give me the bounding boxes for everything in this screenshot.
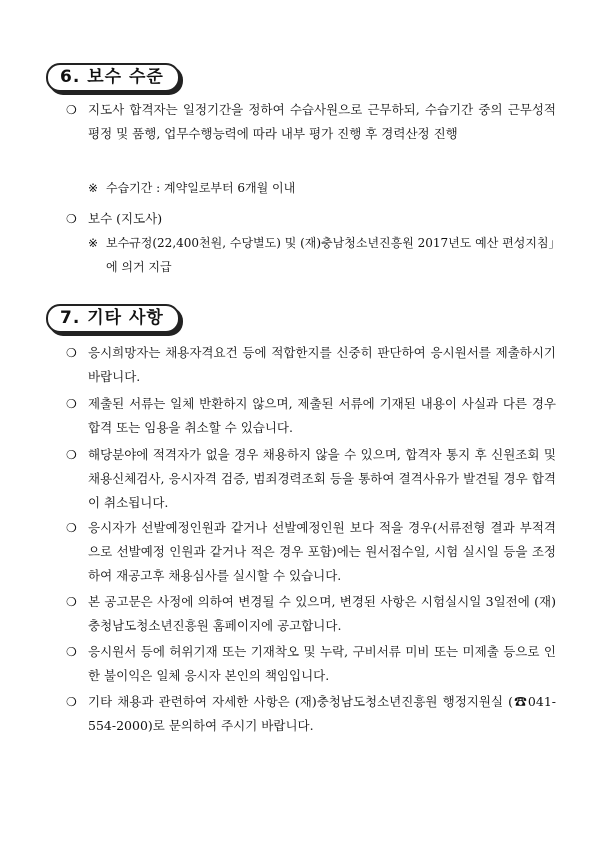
circle-bullet-icon: ❍: [66, 397, 77, 411]
item-text: 응시원서 등에 허위기재 또는 기재착오 및 누락, 구비서류 미비 또는 미제출 등으로 인한 불이익은 일체 응시자 본인의 책임입니다.: [88, 644, 556, 683]
item-text: 본 공고문은 사정에 의하여 변경될 수 있으며, 변경된 사항은 시험실시일 3일전에 (재)충청남도청소년진흥원 홈페이지에 공고합니다.: [88, 594, 556, 633]
circle-bullet-icon: ❍: [66, 695, 77, 709]
circle-bullet-icon: ❍: [66, 595, 77, 609]
circle-bullet-icon: ❍: [66, 448, 77, 462]
section-6-note-1: [88, 176, 558, 200]
item-text: 기타 채용과 관련하여 자세한 사항은 (재)충청남도청소년진흥원 행정지원실 (☎041-554-2000)로 문의하여 주시기 바랍니다.: [88, 694, 556, 733]
section-7-item-6: [66, 640, 556, 688]
section-7-item-5: [66, 590, 556, 638]
section-7-heading: 7. 기타 사항: [46, 304, 180, 333]
item-text: 지도사 합격자는 일정기간을 정하여 수습사원으로 근무하되, 수습기간 중의 근무성적 평정 및 품행, 업무수행능력에 따라 내부 평가 진행 후 경력산정 진행: [88, 102, 556, 141]
item-text: 응시희망자는 채용자격요건 등에 적합한지를 신중히 판단하여 응시원서를 제출하시기 바랍니다.: [88, 345, 556, 384]
reference-mark-icon: ※: [88, 236, 99, 250]
section-6-item-1: [66, 98, 556, 146]
circle-bullet-icon: ❍: [66, 212, 77, 226]
section-7-item-4: [66, 516, 556, 588]
section-6-item-2: [66, 207, 556, 231]
section-7-item-2: [66, 392, 556, 440]
reference-mark-icon: ※: [88, 181, 99, 195]
circle-bullet-icon: ❍: [66, 103, 77, 117]
item-text: 보수 (지도사): [88, 211, 163, 226]
circle-bullet-icon: ❍: [66, 346, 77, 360]
section-6-heading: 6. 보수 수준: [46, 63, 180, 92]
section-7-item-3: [66, 443, 556, 515]
note-text: 수습기간 : 계약일로부터 6개월 이내: [106, 181, 296, 195]
section-7-item-7: [66, 690, 556, 738]
section-6-note-2: [88, 231, 558, 279]
item-text: 제출된 서류는 일체 반환하지 않으며, 제출된 서류에 기재된 내용이 사실과 다른 경우 합격 또는 임용을 취소할 수 있습니다.: [88, 396, 556, 435]
note-text: 보수규정(22,400천원, 수당별도) 및 (재)충남청소년진흥원 2017년도 예산 편성지침」에 의거 지급: [106, 236, 555, 274]
circle-bullet-icon: ❍: [66, 645, 77, 659]
circle-bullet-icon: ❍: [66, 521, 77, 535]
item-text: 해당분야에 적격자가 없을 경우 채용하지 않을 수 있으며, 합격자 통지 후 신원조회 및 채용신체검사, 응시자격 검증, 범죄경력조회 등을 통하여 결격사유가 발견될 경우 합격이 취소됩니다.: [88, 447, 556, 510]
item-text: 응시자가 선발예정인원과 같거나 선발예정인원 보다 적을 경우(서류전형 결과 부적격으로 선발예정 인원과 같거나 적은 경우 포함)에는 원서접수일, 시험 실시일 등을 조정하여 재공고후 채용심사를 실시할 수 있습니다.: [88, 520, 556, 583]
section-7-item-1: [66, 341, 556, 389]
